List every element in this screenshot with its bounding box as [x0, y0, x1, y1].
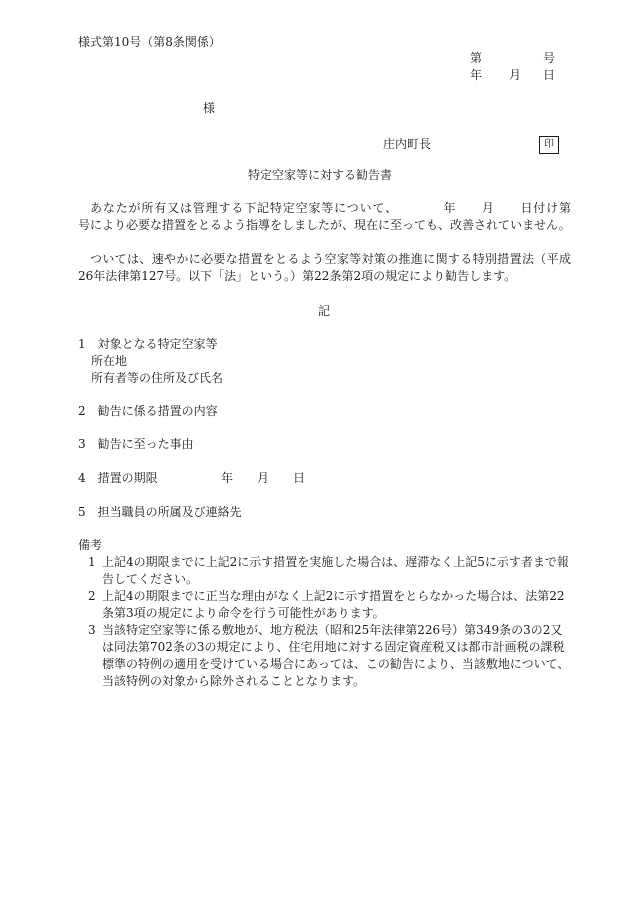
item-1-heading: 1 対象となる特定空家等	[78, 337, 218, 351]
form-label: 様式第10号（第8条関係）	[78, 35, 221, 49]
item-3-heading: 3 勧告に至った事由	[78, 437, 194, 451]
date-month: 月	[509, 68, 522, 82]
note-2-number: 2	[88, 589, 96, 603]
body-paragraph-1: あなたが所有又は管理する下記特定空家等について、 年 月 日付け第 号により必要な措置をとるよう指導をしましたが、現在に至っても、改善されていません。	[78, 201, 596, 232]
item-5-heading: 5 担当職員の所属及び連絡先	[78, 505, 242, 519]
note-3	[88, 622, 571, 690]
item-1-owner: 所有者等の住所及び氏名	[91, 371, 224, 385]
date-day: 日	[543, 68, 556, 82]
item-4-heading: 4 措置の期限	[78, 471, 158, 485]
doc-number-prefix: 第	[470, 51, 483, 65]
seal-mark: 印	[539, 136, 559, 154]
body-paragraph-2: ついては、速やかに必要な措置をとるよう空家等対策の推進に関する特別措置法（平成26年法律第127号。以下「法」という。）第22条第2項の規定により勧告します。	[78, 252, 571, 283]
note-1-text: 上記4の期限までに上記2に示す措置を実施した場合は、遅滞なく上記5に示す者まで報告してください。	[102, 555, 569, 586]
note-1	[88, 554, 571, 588]
doc-number-suffix: 号	[543, 51, 556, 65]
date-year: 年	[470, 68, 483, 82]
item-1-location: 所在地	[91, 354, 128, 368]
note-2-text: 上記4の期限までに正当な理由がなく上記2に示す措置をとらなかった場合は、法第22条第3項の規定により命令を行う可能性があります。	[102, 589, 565, 620]
note-3-number: 3	[88, 623, 96, 637]
item-2-heading: 2 勧告に係る措置の内容	[78, 404, 218, 418]
note-3-text: 当該特定空家等に係る敷地が、地方税法（昭和25年法律第226号）第349条の3の2又は同法第702条の3の規定により、住宅用地に対する固定資産税又は都市計画税の課税標準の特例の適用を受けている場合にあっては、この勧告により、当該敷地について、当該特例の対象から除外されることとなります。	[102, 623, 570, 688]
ki-heading: 記	[318, 304, 331, 318]
notes-heading: 備考	[78, 538, 103, 552]
note-1-number: 1	[88, 555, 96, 569]
note-2	[88, 588, 571, 622]
document-title: 特定空家等に対する勧告書	[248, 168, 393, 182]
addressee-honorific: 様	[203, 101, 216, 115]
item-4-deadline: 年 月 日	[221, 471, 306, 485]
issuer-name: 庄内町長	[383, 137, 432, 151]
